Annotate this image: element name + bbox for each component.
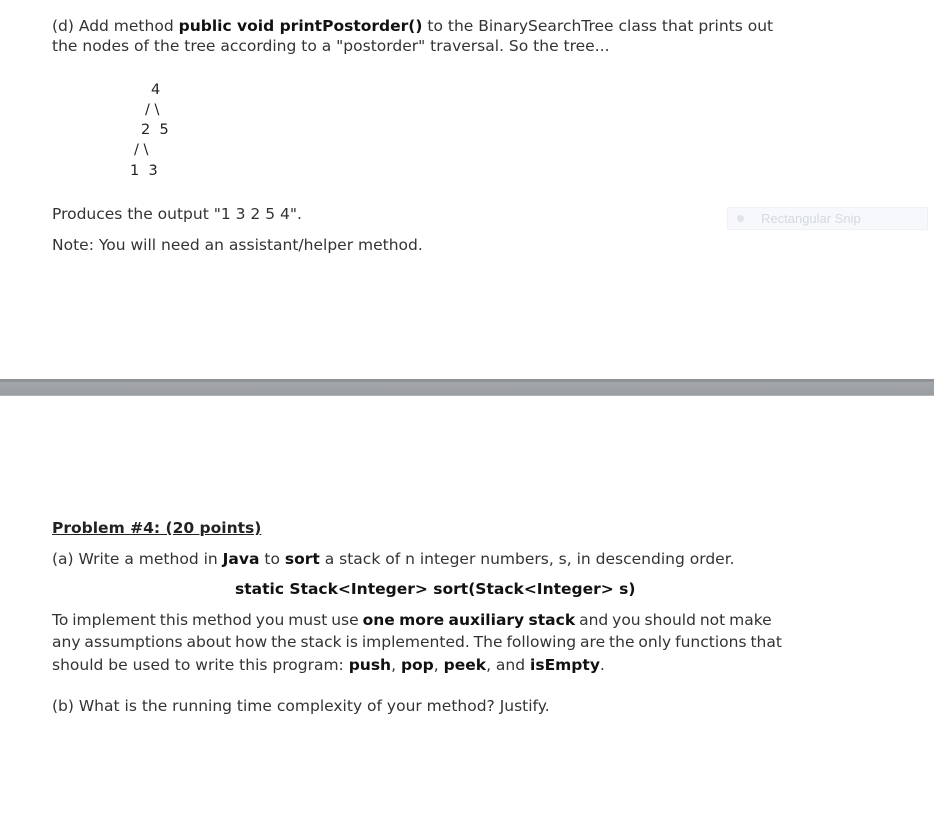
part-d-method-signature: public void printPostorder() xyxy=(178,17,423,35)
part-a-seg3: a stack of n integer numbers, s, in descending order. xyxy=(319,550,735,568)
part-d-line-1 xyxy=(52,16,773,36)
problem-4-body-line-1 xyxy=(52,610,772,630)
problem-4-part-a xyxy=(52,549,735,569)
part-a-seg1: (a) Write a method in xyxy=(52,550,223,568)
tree-row-4: / \ xyxy=(134,142,149,158)
body-line3-pre: should be used to write this program: xyxy=(52,656,349,674)
problem-4-title: Problem #4: (20 points) xyxy=(52,519,262,537)
body-comma-1: , xyxy=(391,656,401,674)
problem-4-body-line-2: any assumptions about how the stack is implemented. The following are the only functions that xyxy=(52,633,782,651)
problem-4-part-b: (b) What is the running time complexity of your method? Justify. xyxy=(52,697,550,715)
tree-row-5: 1 3 xyxy=(130,163,158,179)
part-a-java: Java xyxy=(222,550,260,568)
body-aux-stack: one more auxiliary stack xyxy=(362,611,576,629)
method-signature: static Stack<Integer> sort(Stack<Integer> s) xyxy=(235,580,636,598)
part-a-sort: sort xyxy=(284,550,320,568)
rectangular-snip-overlay[interactable] xyxy=(727,207,928,230)
tree-row-1: 4 xyxy=(151,82,161,98)
tree-row-3: 2 5 xyxy=(141,122,169,138)
part-d-intro-rest: to the BinarySearchTree class that prints out xyxy=(422,17,774,35)
body-comma-2: , xyxy=(433,656,444,674)
body-seg1: To implement this method you must use xyxy=(52,611,363,629)
fn-peek: peek xyxy=(443,656,487,674)
part-d-line-2: the nodes of the tree according to a "postorder" traversal. So the tree... xyxy=(52,37,610,55)
page-divider xyxy=(0,379,934,396)
fn-push: push xyxy=(348,656,392,674)
snip-mode-icon xyxy=(737,215,744,222)
part-d-output: Produces the output "1 3 2 5 4". xyxy=(52,205,302,223)
snip-mode-label: Rectangular Snip xyxy=(761,211,861,226)
fn-pop: pop xyxy=(400,656,434,674)
fn-isempty: isEmpty xyxy=(530,656,600,674)
body-comma-3: , and xyxy=(486,656,531,674)
part-d-note: Note: You will need an assistant/helper method. xyxy=(52,236,423,254)
problem-4-body-line-3 xyxy=(52,655,605,675)
part-d-intro: (d) Add method xyxy=(52,17,179,35)
body-seg2: and you should not make xyxy=(575,611,772,629)
body-end: . xyxy=(599,656,605,674)
tree-row-2: / \ xyxy=(145,102,160,118)
part-a-seg2: to xyxy=(259,550,285,568)
